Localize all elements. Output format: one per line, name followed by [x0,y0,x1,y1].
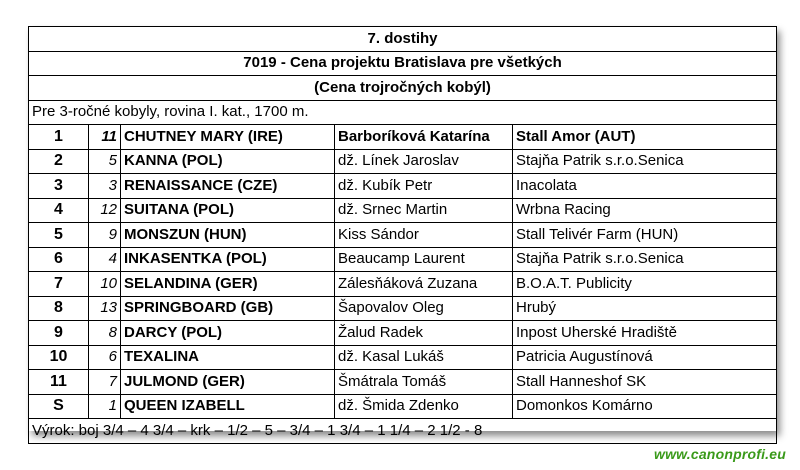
horse-name: INKASENTKA (POL) [121,247,335,272]
horse-name: RENAISSANCE (CZE) [121,174,335,199]
finish-position: 7 [29,272,89,297]
table-row [29,223,777,248]
start-number: 4 [89,247,121,272]
jockey-name: Beaucamp Laurent [335,247,513,272]
owner-name: Domonkos Komárno [513,394,777,419]
finish-position: 9 [29,321,89,346]
start-number: 7 [89,370,121,395]
race-title: 7. dostihy [29,27,777,52]
owner-name: Inacolata [513,174,777,199]
start-number: 13 [89,296,121,321]
start-number: 10 [89,272,121,297]
finish-position: 11 [29,370,89,395]
table-row [29,321,777,346]
jockey-name: dž. Kubík Petr [335,174,513,199]
race-name: 7019 - Cena projektu Bratislava pre všetkých [29,51,777,76]
finish-position: 3 [29,174,89,199]
jockey-name: Šapovalov Oleg [335,296,513,321]
results-table [28,26,777,444]
jockey-name: dž. Kasal Lukáš [335,345,513,370]
start-number: 12 [89,198,121,223]
table-row [29,394,777,419]
finish-position: 5 [29,223,89,248]
jockey-name: Žalud Radek [335,321,513,346]
horse-name: SPRINGBOARD (GB) [121,296,335,321]
horse-name: CHUTNEY MARY (IRE) [121,125,335,150]
start-number: 8 [89,321,121,346]
race-conditions: Pre 3-ročné kobyly, rovina I. kat., 1700 m. [29,100,777,125]
table-row [29,345,777,370]
start-number: 1 [89,394,121,419]
finish-position: 6 [29,247,89,272]
table-row [29,174,777,199]
table-row [29,247,777,272]
horse-name: DARCY (POL) [121,321,335,346]
jockey-name: Kiss Sándor [335,223,513,248]
horse-name: MONSZUN (HUN) [121,223,335,248]
jockey-name: Šmátrala Tomáš [335,370,513,395]
finish-position: 10 [29,345,89,370]
jockey-name: dž. Línek Jaroslav [335,149,513,174]
jockey-name: Barboríková Katarína [335,125,513,150]
race-subtitle: (Cena trojročných kobýl) [29,76,777,101]
table-row [29,370,777,395]
owner-name: B.O.A.T. Publicity [513,272,777,297]
finish-position: 2 [29,149,89,174]
results-table-frame [28,26,776,439]
finish-position: 1 [29,125,89,150]
start-number: 11 [89,125,121,150]
table-row [29,296,777,321]
owner-name: Stajňa Patrik s.r.o.Senica [513,247,777,272]
horse-name: SUITANA (POL) [121,198,335,223]
owner-name: Inpost Uherské Hradiště [513,321,777,346]
owner-name: Stall Hanneshof SK [513,370,777,395]
start-number: 5 [89,149,121,174]
table-row [29,149,777,174]
finish-position: 8 [29,296,89,321]
horse-name: KANNA (POL) [121,149,335,174]
table-row [29,125,777,150]
watermark: www.canonprofi.eu [654,446,786,462]
jockey-name: Zálesňáková Zuzana [335,272,513,297]
jockey-name: dž. Šmida Zdenko [335,394,513,419]
jockey-name: dž. Srnec Martin [335,198,513,223]
horse-name: JULMOND (GER) [121,370,335,395]
owner-name: Stall Amor (AUT) [513,125,777,150]
owner-name: Patricia Augustínová [513,345,777,370]
horse-name: TEXALINA [121,345,335,370]
owner-name: Stall Telivér Farm (HUN) [513,223,777,248]
table-row [29,272,777,297]
horse-name: SELANDINA (GER) [121,272,335,297]
owner-name: Stajňa Patrik s.r.o.Senica [513,149,777,174]
start-number: 6 [89,345,121,370]
owner-name: Wrbna Racing [513,198,777,223]
table-row [29,198,777,223]
race-result-margins: Výrok: boj 3/4 – 4 3/4 – krk – 1/2 – 5 – 3/4 – 1 3/4 – 1 1/4 – 2 1/2 - 8 [29,419,777,444]
start-number: 9 [89,223,121,248]
horse-name: QUEEN IZABELL [121,394,335,419]
finish-position: S [29,394,89,419]
owner-name: Hrubý [513,296,777,321]
finish-position: 4 [29,198,89,223]
start-number: 3 [89,174,121,199]
